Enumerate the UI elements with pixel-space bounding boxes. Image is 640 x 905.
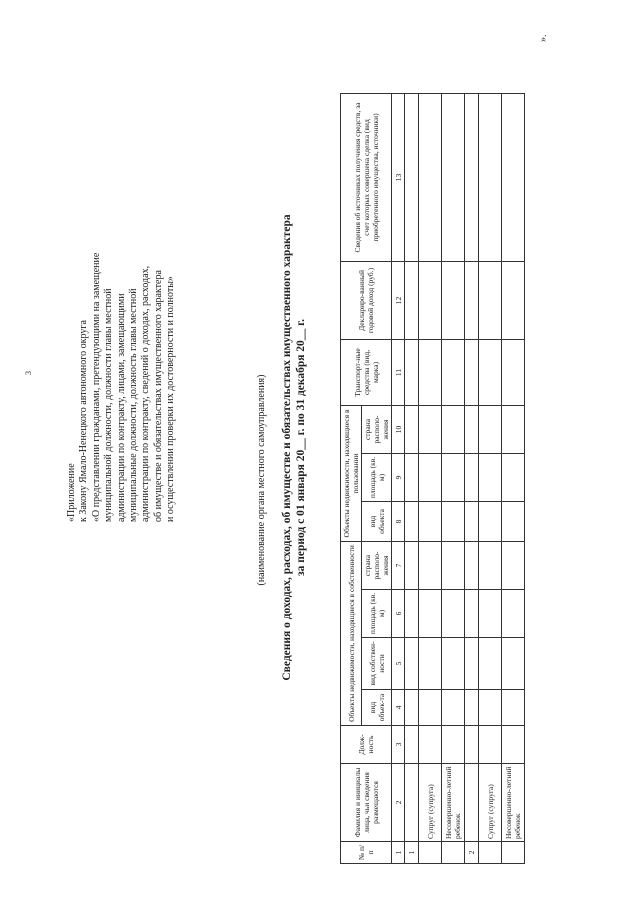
appendix-line: «О представлении гражданами, претендующими на замещение	[90, 252, 102, 522]
row-num	[419, 842, 442, 864]
column-number: 11	[392, 339, 405, 405]
header-owned-ownership: вид собствен-ности	[362, 638, 392, 690]
column-number-row	[392, 93, 405, 863]
row-num	[442, 842, 465, 864]
document-title	[280, 75, 308, 820]
table-row	[502, 93, 525, 863]
appendix-line: и осуществлении проверки их достоверности и полноты»	[165, 276, 177, 522]
column-number: 12	[392, 261, 405, 339]
appendix-line: администрации по контракту, сведений о доходах, расходах,	[140, 265, 152, 522]
row-name: Несовершенно-летний ребенок	[502, 764, 525, 842]
header-used-area: площадь (кв. м)	[362, 454, 392, 502]
title-line-2: за период с 01 января 20__ г. по 31 декабря 20__ г.	[295, 319, 307, 576]
title-line-1: Сведения о доходах, расходах, об имуществе и обязательствах имущественного характера	[281, 214, 293, 681]
header-income: Деклариро-ванный годовой доход (руб.)	[341, 261, 392, 339]
header-used-group: Объекты недвижимости, находящиеся в пользовании	[341, 405, 362, 541]
column-number: 3	[392, 726, 405, 764]
appendix-line: муниципальной должности, должности главы местной	[103, 288, 115, 522]
row-name: Супруг (супруга)	[479, 764, 502, 842]
table-row	[479, 93, 502, 863]
row-name	[465, 764, 479, 842]
column-number: 10	[392, 405, 405, 453]
table-row	[442, 93, 465, 863]
header-owned-group: Объекты недвижимости, находящиеся в собственности	[341, 542, 362, 726]
column-number: 5	[392, 638, 405, 690]
table-row	[465, 93, 479, 863]
closing-quote: ».	[538, 34, 549, 42]
table-row	[419, 93, 442, 863]
header-num: № п/п	[341, 842, 392, 864]
column-number: 13	[392, 93, 405, 261]
row-num	[479, 842, 502, 864]
header-used-type: вид объекта	[362, 502, 392, 542]
column-number: 6	[392, 590, 405, 638]
table-row	[405, 93, 419, 863]
header-used-country: страна располо-жения	[362, 405, 392, 453]
appendix-line: к Закону Ямало-Ненецкого автономного округа	[78, 320, 90, 522]
header-owned-country: страна располо-жения	[362, 542, 392, 590]
header-sources: Сведения об источниках получения средств, за счет которых совершена сделка (вид приобретенного имущества, источники)	[341, 93, 392, 261]
row-name: Супруг (супруга)	[419, 764, 442, 842]
row-name: Несовершенно-летний ребенок	[442, 764, 465, 842]
row-num: 1	[405, 842, 419, 864]
org-caption: (наименование органа местного самоуправления)	[256, 374, 267, 586]
header-name: Фамилия и инициалы лица, чьи сведения размещаются	[341, 764, 392, 842]
column-number: 4	[392, 690, 405, 726]
header-position: Долж-ность	[341, 726, 392, 764]
declaration-table	[340, 93, 525, 864]
row-num	[502, 842, 525, 864]
appendix-line: об имуществе и обязательствах имущественного характера	[152, 270, 164, 522]
appendix-line: муниципальные должности, должность главы местной	[128, 288, 140, 522]
appendix-header	[66, 22, 178, 522]
appendix-line: «Приложение	[66, 463, 77, 522]
row-num: 2	[465, 842, 479, 864]
column-number: 7	[392, 542, 405, 590]
column-number: 9	[392, 454, 405, 502]
column-number: 2	[392, 764, 405, 842]
column-number: 8	[392, 502, 405, 542]
header-owned-type: вид объек-та	[362, 690, 392, 726]
column-number: 1	[392, 842, 405, 864]
appendix-line: администрации по контракту, лицами, замещающими	[115, 293, 127, 522]
page-number: 3	[24, 371, 33, 375]
header-vehicles: Транспорт-ные средства (вид, марка)	[341, 339, 392, 405]
row-name	[405, 764, 419, 842]
header-owned-area: площадь (кв. м)	[362, 590, 392, 638]
landscape-content	[18, 15, 558, 880]
